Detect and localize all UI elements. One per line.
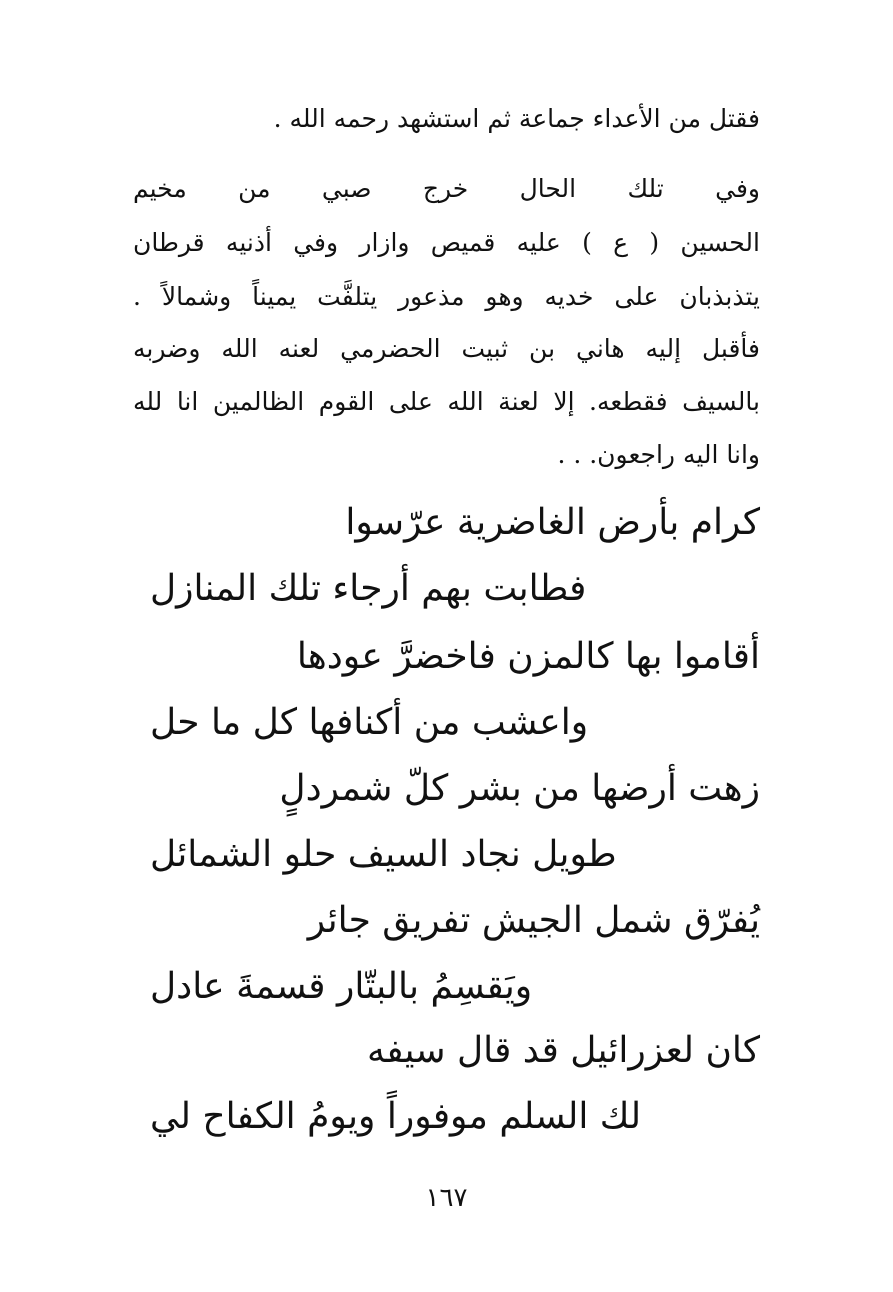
poem-hemistich-second: فطابت بهم أرجاء تلك المنازل: [150, 568, 587, 609]
paragraph-line: وفي تلك الحال خرج صبي من مخيم: [133, 174, 760, 203]
paragraph-line: الحسين ( ع ) عليه قميص وازار وفي أذنيه قرطان: [133, 228, 760, 257]
paragraph-line: يتذبذبان على خديه وهو مذعور يتلفَّت يميناً وشمالاً .: [133, 282, 760, 311]
poem-hemistich-first: كان لعزرائيل قد قال سيفه: [366, 1030, 760, 1071]
poem-hemistich-first: يُفرّق شمل الجيش تفريق جائر: [307, 900, 760, 941]
paragraph-line: فأقبل إليه هاني بن ثبيت الحضرمي لعنه الله وضربه: [133, 334, 760, 363]
poem-hemistich-first: كرام بأرض الغاضرية عرّسوا: [345, 502, 760, 543]
paragraph-line: بالسيف فقطعه. إلا لعنة الله على القوم الظالمين انا لله: [133, 387, 760, 416]
poem-hemistich-second: طويل نجاد السيف حلو الشمائل: [150, 834, 617, 875]
intro-line: فقتل من الأعداء جماعة ثم استشهد رحمه الله .: [273, 104, 760, 133]
paragraph-line: وانا اليه راجعون. . .: [557, 440, 760, 469]
poem-hemistich-second: واعشب من أكنافها كل ما حل: [150, 702, 589, 743]
poem-hemistich-first: زهت أرضها من بشر كلّ شمردلٍ: [279, 768, 760, 809]
poem-hemistich-second: لك السلم موفوراً ويومُ الكفاح لي: [150, 1096, 642, 1137]
page-number: ١٦٧: [425, 1183, 468, 1213]
poem-hemistich-first: أقاموا بها كالمزن فاخضرَّ عودها: [296, 636, 760, 677]
poem-hemistich-second: ويَقسِمُ بالبتّار قسمةَ عادل: [150, 966, 533, 1007]
